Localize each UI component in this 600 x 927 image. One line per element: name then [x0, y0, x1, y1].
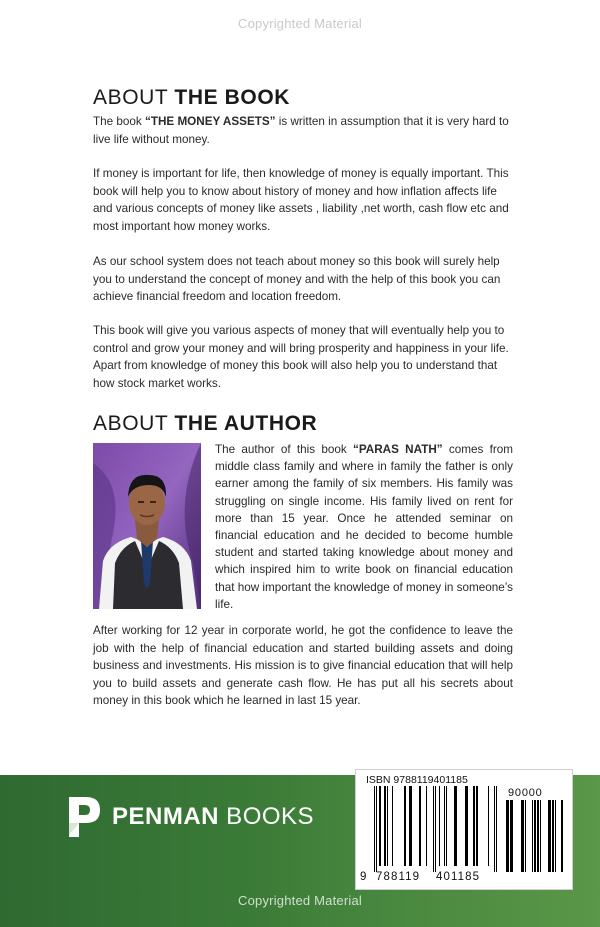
author-name: “PARAS NATH” [353, 443, 443, 456]
author-bio [215, 441, 513, 613]
watermark-bottom: Copyrighted Material [238, 893, 362, 908]
about-book-heading-bold: THE BOOK [174, 86, 291, 109]
barcode-digits-left: 788119 [376, 871, 421, 883]
about-book-heading [93, 86, 290, 110]
book-title: “THE MONEY ASSETS” [144, 115, 276, 128]
about-book-paragraph-1 [93, 113, 513, 148]
author-photo [93, 443, 201, 609]
about-book-paragraph-3: As our school system does not teach about money so this book will surely help you to understand the concept of money and with the help of this book you can achieve financial freedom and location freedom. [93, 255, 501, 304]
bio-post: comes from middle class family and where in family the father is only earner among the family of six members. His family was struggling on single income. His family lived on rent for more than 15 year. Once he attended seminar on financial education and he decided to become humble student and started taking knowledge about money and which inspired him to write book on financial education that how important the knowledge of money in someone’s life. [215, 443, 513, 611]
barcode-digits-right: 401185 [436, 871, 481, 883]
barcode-addon-number: 90000 [508, 787, 543, 799]
about-author-paragraph-2: After working for 12 year in corporate world, he got the confidence to leave the job with the help of financial education and started building assets and doing business and investments. His mission is to give financial education that will help you to build assets and generate cash flow. He has put all his secrets about money in this book which he learned in last 15 year. [93, 624, 513, 708]
author-portrait-icon [93, 443, 201, 609]
p1-pre: The book [93, 115, 145, 128]
about-book-paragraph-4: This book will give you various aspects of money that will eventually help you to control and grow your money and will bring prosperity and happiness in your life. Apart from knowledge of money this book will also help you to understand that how stock market works. [93, 324, 509, 390]
about-book-heading-light: ABOUT [93, 86, 168, 109]
about-author-heading-light: ABOUT [93, 412, 168, 435]
watermark-top: Copyrighted Material [238, 16, 362, 31]
barcode-digit-first: 9 [360, 871, 368, 883]
publisher-name [112, 803, 314, 831]
p1-post: is written in assumption that it is very hard to live life without money. [93, 115, 509, 146]
bio-pre: The author of this book [215, 443, 353, 456]
publisher-name-light: BOOKS [219, 803, 315, 830]
publisher-logo [66, 793, 314, 841]
about-book-paragraph-2: If money is important for life, then knowledge of money is equally important. This book will help you to know about history of money and how inflation affects life and various concepts of money like assets , liability ,net worth, cash flow etc and most important how money works. [93, 167, 509, 233]
about-author-heading-bold: THE AUTHOR [174, 412, 318, 435]
isbn-label: ISBN 9788119401185 [366, 774, 468, 786]
isbn-barcode [355, 769, 573, 890]
penman-logo-icon [66, 795, 102, 839]
about-author-heading [93, 412, 317, 436]
publisher-name-bold: PENMAN [112, 803, 220, 830]
